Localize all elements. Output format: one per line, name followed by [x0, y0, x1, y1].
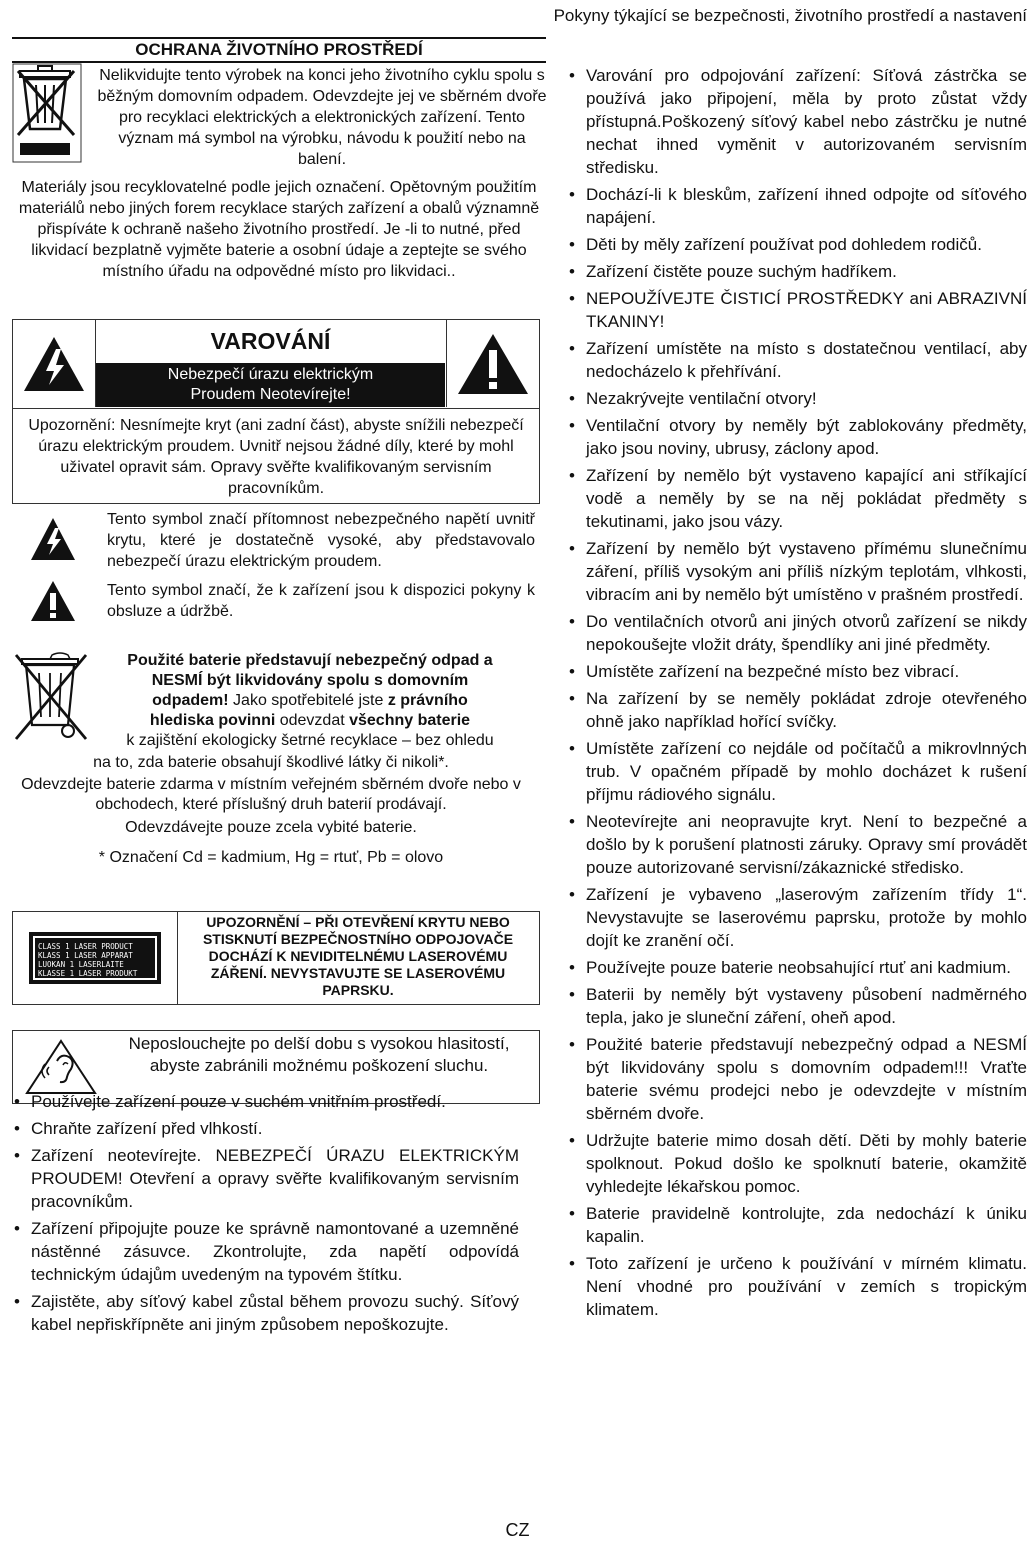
right-bullet: • Zařízení čistěte pouze suchým hadříkem. — [586, 260, 1027, 283]
warning-subtitle-line2: Proudem Neotevírejte! — [190, 386, 351, 403]
battery-line-7: Odevzdejte baterie zdarma v místním veřejném sběrném dvoře nebo v obchodech, které příslušný druh baterií prodávají. — [21, 776, 521, 813]
battery-section — [12, 651, 546, 868]
crossed-battery-bin-icon — [12, 651, 90, 743]
right-bullet: • Na zařízení by se neměly pokládat zdroje otevřeného ohně jako například hořící svíčky. — [586, 687, 1027, 733]
hearing-damage-icon — [25, 1039, 97, 1095]
battery-line-4b: odevzdat — [275, 712, 350, 729]
left-bullet: • Zařízení neotevírejte. NEBEZPEČÍ ÚRAZU ELEKTRICKÝM PROUDEM! Otevření a opravy svěřte kvalifikovaným servisním pracovníkům. — [31, 1144, 519, 1213]
laser-label-plate — [29, 932, 161, 984]
right-bullet: • Používejte pouze baterie neobsahující rtuť ani kadmium. — [586, 956, 1027, 979]
warning-body: Upozornění: Nesnímejte kryt (ani zadní část), abyste snížili nebezpečí úrazu elektrickým proudem. Uvnitř nejsou žádné díly, které by mohl uživatel opravit sám. Opravy svěřte kvalifikovaným servisním pracovníkům. — [13, 408, 539, 499]
exclamation-triangle-icon — [30, 580, 82, 627]
battery-line-3a: odpadem! — [152, 692, 229, 709]
right-bullet: • Udržujte baterie mimo dosah dětí. Děti by mohly baterie spolknout. Pokud došlo ke spolknutí baterie, okamžitě vyhledejte lékařskou pomoc. — [586, 1129, 1027, 1198]
left-bullet: • Chraňte zařízení před vlhkostí. — [31, 1117, 519, 1140]
battery-line-6: na to, zda baterie obsahují škodlivé látky či nikoli*. — [93, 754, 449, 771]
manual-symbol-text: Tento symbol značí, že k zařízení jsou k dispozici pokyny k obsluze a údržbě. — [107, 582, 535, 620]
left-bullet: • Používejte zařízení pouze v suchém vnitřním prostředí. — [31, 1090, 519, 1113]
hearing-warning-text: Neposlouchejte po delší dobu s vysokou hlasitostí, abyste zabránili možnému poškození sluchu. — [128, 1034, 510, 1075]
crossed-bin-icon — [12, 63, 82, 163]
warning-title: VAROVÁNÍ — [210, 328, 331, 354]
battery-line-5: k zajištění ekologicky šetrné recyklace – bez ohledu — [126, 732, 494, 749]
right-bullet: • Umístěte zařízení co nejdále od počítačů a mikrovlnných trub. V opačném případě by mohlo docházet k rušení příjmu rádiového signálu. — [586, 737, 1027, 806]
right-bullet: • Zařízení je vybaveno „laserovým zařízením třídy 1“. Nevystavujte se laserovému paprsku, protože by mohlo dojít ke zranění očí. — [586, 883, 1027, 952]
warning-subtitle — [96, 363, 445, 407]
laser-warning-text: UPOZORNĚNÍ – PŘI OTEVŘENÍ KRYTU NEBO STISKNUTÍ BEZPEČNOSTNÍHO ODPOJOVAČE DOCHÁZÍ K NEVIDITELNÉMU LASEROVÉMU ZÁŘENÍ. NEVYSTAVUJTE SE LASEROVÉMU PAPRSKU. — [202, 914, 514, 998]
left-bullet-list — [19, 1090, 519, 1340]
laser-class-label — [13, 912, 178, 1004]
laser-label-line: KLASSE 1 LASER PRODUKT — [38, 969, 138, 978]
env-paragraph-1: Nelikvidujte tento výrobek na konci jeho životního cyklu spolu s běžným domovním odpadem. Odevzdejte jej ve sběrném dvoře pro recyklaci elektrických a elektronických zařízení. Tento význam má symbol na výrobku, návodu k použití nebo na balení. — [97, 67, 547, 168]
right-bullet-list — [562, 64, 1027, 1325]
right-bullet: • Zařízení by nemělo být vystaveno kapající ani stříkající vodě a neměly by se na něj pokládat předměty s tekutinami, jako jsou vázy. — [586, 464, 1027, 533]
battery-note: * Označení Cd = kadmium, Hg = rtuť, Pb = olovo — [98, 849, 444, 866]
right-bullet: • NEPOUŽÍVEJTE ČISTICÍ PROSTŘEDKY ani ABRAZIVNÍ TKANINY! — [586, 287, 1027, 333]
right-bullet: • Ventilační otvory by neměly být zablokovány předměty, jako jsou noviny, ubrusy, záclony apod. — [586, 414, 1027, 460]
page-header: Pokyny týkající se bezpečnosti, životního prostředí a nastavení — [553, 6, 1027, 25]
laser-label-line: LUOKAN 1 LASERLAITE — [38, 960, 124, 969]
battery-line-8: Odevzdávejte pouze zcela vybité baterie. — [125, 819, 417, 836]
warning-subtitle-line1: Nebezpečí úrazu elektrickým — [167, 366, 374, 383]
left-column — [12, 37, 547, 1075]
right-bullet: • Nezakrývejte ventilační otvory! — [586, 387, 1027, 410]
right-bullet: • Baterie pravidelně kontrolujte, zda nedochází k úniku kapalin. — [586, 1202, 1027, 1248]
page-footer: CZ — [505, 1520, 530, 1540]
warning-box — [12, 319, 540, 504]
env-section-title: OCHRANA ŽIVOTNÍHO PROSTŘEDÍ — [12, 37, 546, 63]
env-paragraph-2: Materiály jsou recyklovatelné podle jejich označení. Opětovným použitím materiálů nebo jiných forem recyklace starých zařízení a obalů významně přispíváte k ochraně našeho životního prostředí. Je -li to nutné, před likvidací bezplatně vyjměte baterie a osobní údaje a zeptejte se svého místního úřadu na odpovědné místo pro likvidaci.. — [18, 179, 540, 280]
battery-line-4a: hlediska povinni — [149, 712, 276, 729]
right-bullet: • Neotevírejte ani neopravujte kryt. Není to bezpečné a došlo by k porušení platnosti záruky. Opravy smí provádět pouze autorizované servisní/zákaznické středisko. — [586, 810, 1027, 879]
right-bullet: • Varování pro odpojování zařízení: Síťová zástrčka se používá jako připojení, měla by proto zůstat vždy přístupná.Poškozený síťový kabel nebo zástrčku je nutné nechat ihned vyměnit v autorizovaném servisním středisku. — [586, 64, 1027, 179]
warning-header — [96, 320, 445, 407]
laser-label-line: KLASS 1 LASER APPARAT — [38, 951, 133, 960]
left-bullet: • Zařízení připojujte pouze ke správně namontované a uzemněné nástěnné zásuvce. Zkontrolujte, zda napětí odpovídá technickým údajům uvedeným na typovém štítku. — [31, 1217, 519, 1286]
env-section — [12, 63, 546, 173]
right-bullet: • Do ventilačních otvorů ani jiných otvorů zařízení se nikdy nepokoušejte vložit dráty, špendlíky ani jiné předměty. — [586, 610, 1027, 656]
battery-line-3b: Jako spotřebitelé jste — [228, 692, 388, 709]
voltage-symbol-text: Tento symbol značí přítomnost nebezpečného napětí uvnitř krytu, které je dostatečně vysoké, aby představovalo nebezpečí úrazu elektrickým proudem. — [107, 511, 535, 570]
right-bullet: • Baterii by neměly být vystaveny působení nadměrného tepla, jako je sluneční záření, oheň apod. — [586, 983, 1027, 1029]
battery-line-3 — [104, 691, 516, 711]
left-bullet: • Zajistěte, aby síťový kabel zůstal během provozu suchý. Síťový kabel nepřiskřípněte ani jiným způsobem nepoškozujte. — [31, 1290, 519, 1336]
battery-line-4 — [104, 711, 516, 731]
laser-label-line: CLASS 1 LASER PRODUCT — [38, 942, 133, 951]
right-bullet: • Použité baterie představují nebezpečný odpad a NESMÍ být likvidovány spolu s domovním odpadem!!! Vraťte baterie svému prodejci nebo je odevzdejte v místním sběrném dvoře. — [586, 1033, 1027, 1125]
right-bullet: • Dochází-li k bleskům, zařízení ihned odpojte od síťového napájení. — [586, 183, 1027, 229]
right-bullet: • Zařízení by nemělo být vystaveno přímému slunečnímu záření, příliš vysokým ani příliš nízkým teplotám, vlhkosti, vibracím ani by nemělo být umístěno v prašném prostředí. — [586, 537, 1027, 606]
right-bullet: • Umístěte zařízení na bezpečné místo bez vibrací. — [586, 660, 1027, 683]
battery-line-4c: všechny baterie — [349, 712, 471, 729]
lightning-triangle-icon — [30, 517, 82, 566]
lightning-warning-icon — [13, 320, 96, 407]
right-bullet: • Toto zařízení je určeno k používání v mírném klimatu. Není vhodné pro používání v zemích s tropickým klimatem. — [586, 1252, 1027, 1321]
battery-line-3c: z právního — [387, 692, 468, 709]
battery-line-1: Použité baterie představují nebezpečný odpad a — [127, 652, 493, 669]
laser-warning-box — [12, 911, 540, 1005]
battery-line-2: NESMÍ být likvidovány spolu s domovním — [151, 672, 469, 689]
right-bullet: • Zařízení umístěte na místo s dostatečnou ventilací, aby nedocházelo k přehřívání. — [586, 337, 1027, 383]
exclamation-warning-icon — [446, 320, 539, 407]
right-bullet: • Děti by měly zařízení používat pod dohledem rodičů. — [586, 233, 1027, 256]
